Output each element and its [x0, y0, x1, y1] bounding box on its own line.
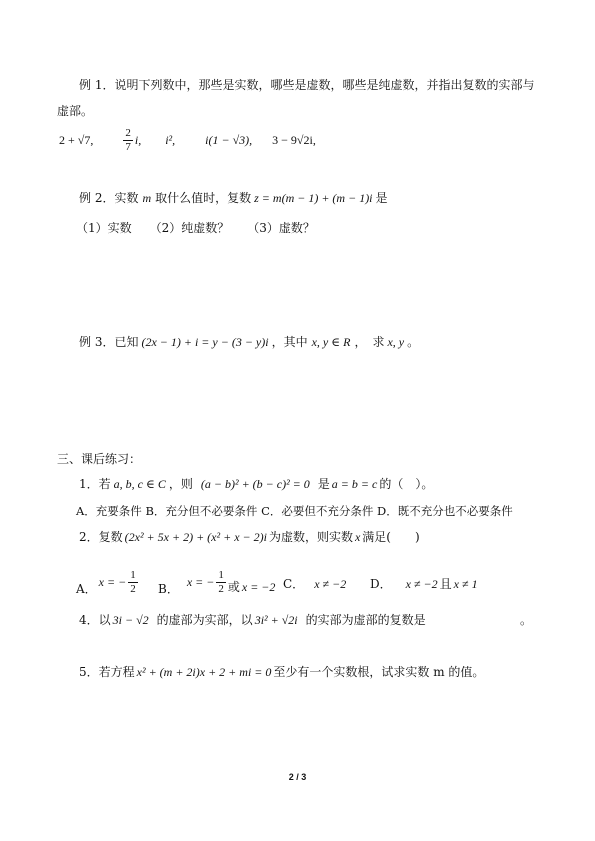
q2-option-d-value-1: x ≠ −2	[405, 577, 438, 591]
q2-option-a-lhs: x = −	[98, 575, 127, 589]
ex1-number-3: i²,	[165, 133, 176, 147]
q1-text-c: 是	[317, 477, 330, 491]
q1-text-d: 的（ ）。	[379, 477, 434, 491]
q1-text-b: ，则	[168, 477, 193, 491]
ex1-fraction-num: 2	[125, 126, 131, 139]
q2-option-d-label: D．	[370, 577, 392, 591]
q5-formula: x² + (m + 2i)x + 2 + mi = 0	[136, 665, 272, 679]
page-number: 2 / 3	[288, 772, 307, 782]
q4-formula-1: 3i − √2	[112, 613, 149, 627]
ex2-options	[76, 220, 315, 236]
q2-formula: (2x² + 5x + 2) + (x² + x − 2)i	[124, 530, 267, 544]
q2-text-c: 满足( )	[362, 530, 420, 544]
q1-question	[79, 476, 433, 492]
q2-option-b-fraction	[216, 569, 226, 596]
q1-condition: a, b, c ∈ C	[113, 477, 166, 491]
q4-text-a: 4．以	[79, 613, 111, 627]
ex1-text-b: 虚部。	[57, 104, 94, 118]
q2-option-b-den: 2	[218, 582, 224, 595]
q2-option-a	[76, 565, 140, 599]
ex3-text-d: 。	[407, 335, 420, 349]
q2-option-b-num: 1	[218, 568, 224, 581]
ex2-var-m: m	[142, 191, 152, 205]
q2-option-d	[370, 576, 478, 592]
ex2-options-text: （1）实数 （2）纯虚数？ （3）虚数？	[76, 221, 315, 235]
q2-question	[79, 529, 420, 545]
ex3-text-b: ，其中	[271, 335, 308, 349]
ex2-formula: z = m(m − 1) + (m − 1)i	[254, 191, 373, 205]
q1-text-a: 1．若	[79, 477, 111, 491]
ex3-target: x, y	[387, 335, 405, 349]
q1-options-text: A．充要条件 B．充分但不必要条件 C．必要但不充分条件 D．既不充分也不必要条件	[76, 504, 513, 518]
section-title-text: 三、课后练习：	[57, 452, 142, 466]
q5-text-b: 至少有一个实数根，试求实数 m 的值。	[273, 665, 485, 679]
q1-formula-2: a = b = c	[331, 477, 378, 491]
q1-options	[76, 503, 513, 519]
ex1-fraction-den: 7	[125, 140, 131, 153]
ex1-fraction-tail: i,	[134, 133, 142, 147]
q4-question	[79, 612, 426, 628]
q4-text-c: 的实部为虚部的复数是	[305, 613, 426, 627]
section-title	[57, 451, 141, 467]
ex1-number-5: 3 − 9√2i,	[272, 133, 316, 147]
q1-formula: (a − b)² + (b − c)² = 0	[200, 477, 310, 491]
ex3-text-a: 例 3．已知	[79, 335, 139, 349]
q4-text-b: 的虚部为实部，以	[156, 613, 253, 627]
ex1-number-2	[121, 127, 141, 154]
q4-end: 。	[520, 613, 533, 627]
ex1-text-cont	[57, 103, 93, 119]
q2-option-a-den: 2	[130, 582, 136, 595]
ex1-text-a: 例 1．说明下列数中，那些是实数，哪些是虚数，哪些是纯虚数，并指出复数的实部与	[79, 78, 535, 92]
q2-option-d-value-2: x ≠ 1	[453, 577, 478, 591]
q2-option-b-lhs: x = −	[186, 575, 215, 589]
ex2-text-b: 取什么值时，复数	[155, 191, 252, 205]
q2-option-b-rhs: x = −2	[241, 580, 276, 594]
ex3-text-c: ， 求	[354, 335, 385, 349]
q2-option-b	[158, 565, 275, 599]
q2-option-d-and: 且	[439, 577, 452, 591]
q2-option-a-fraction	[128, 569, 138, 596]
ex3-question	[79, 334, 419, 350]
q2-option-c	[283, 576, 346, 592]
q4-end-mark	[520, 612, 532, 628]
q2-option-c-label: C．	[283, 577, 305, 591]
ex3-formula: (2x − 1) + i = y − (3 − y)i	[141, 335, 269, 349]
q5-question	[79, 664, 484, 680]
ex1-fraction	[123, 127, 133, 154]
q2-text-b: 为虚数，则实数	[268, 530, 353, 544]
ex2-text-c: 是	[375, 191, 388, 205]
ex2-question	[79, 190, 388, 206]
q2-text-a: 2．复数	[79, 530, 123, 544]
q2-var-x: x	[354, 530, 361, 544]
q2-option-b-or: 或	[227, 580, 240, 594]
ex3-condition: x, y ∈ R	[311, 335, 351, 349]
q4-formula-2: 3i² + √2i	[254, 613, 298, 627]
q5-text-a: 5．若方程	[79, 665, 135, 679]
q2-option-b-label: B．	[158, 582, 179, 596]
ex1-number-1: 2 + √7,	[59, 133, 94, 147]
q2-option-a-num: 1	[130, 568, 136, 581]
ex1-number-4: i(1 − √3),	[205, 133, 253, 147]
ex1-text	[79, 77, 534, 93]
ex2-text-a: 例 2．实数	[79, 191, 139, 205]
q2-option-c-value: x ≠ −2	[314, 577, 347, 591]
q2-option-a-label: A．	[76, 582, 97, 596]
ex1-numbers	[59, 125, 316, 155]
